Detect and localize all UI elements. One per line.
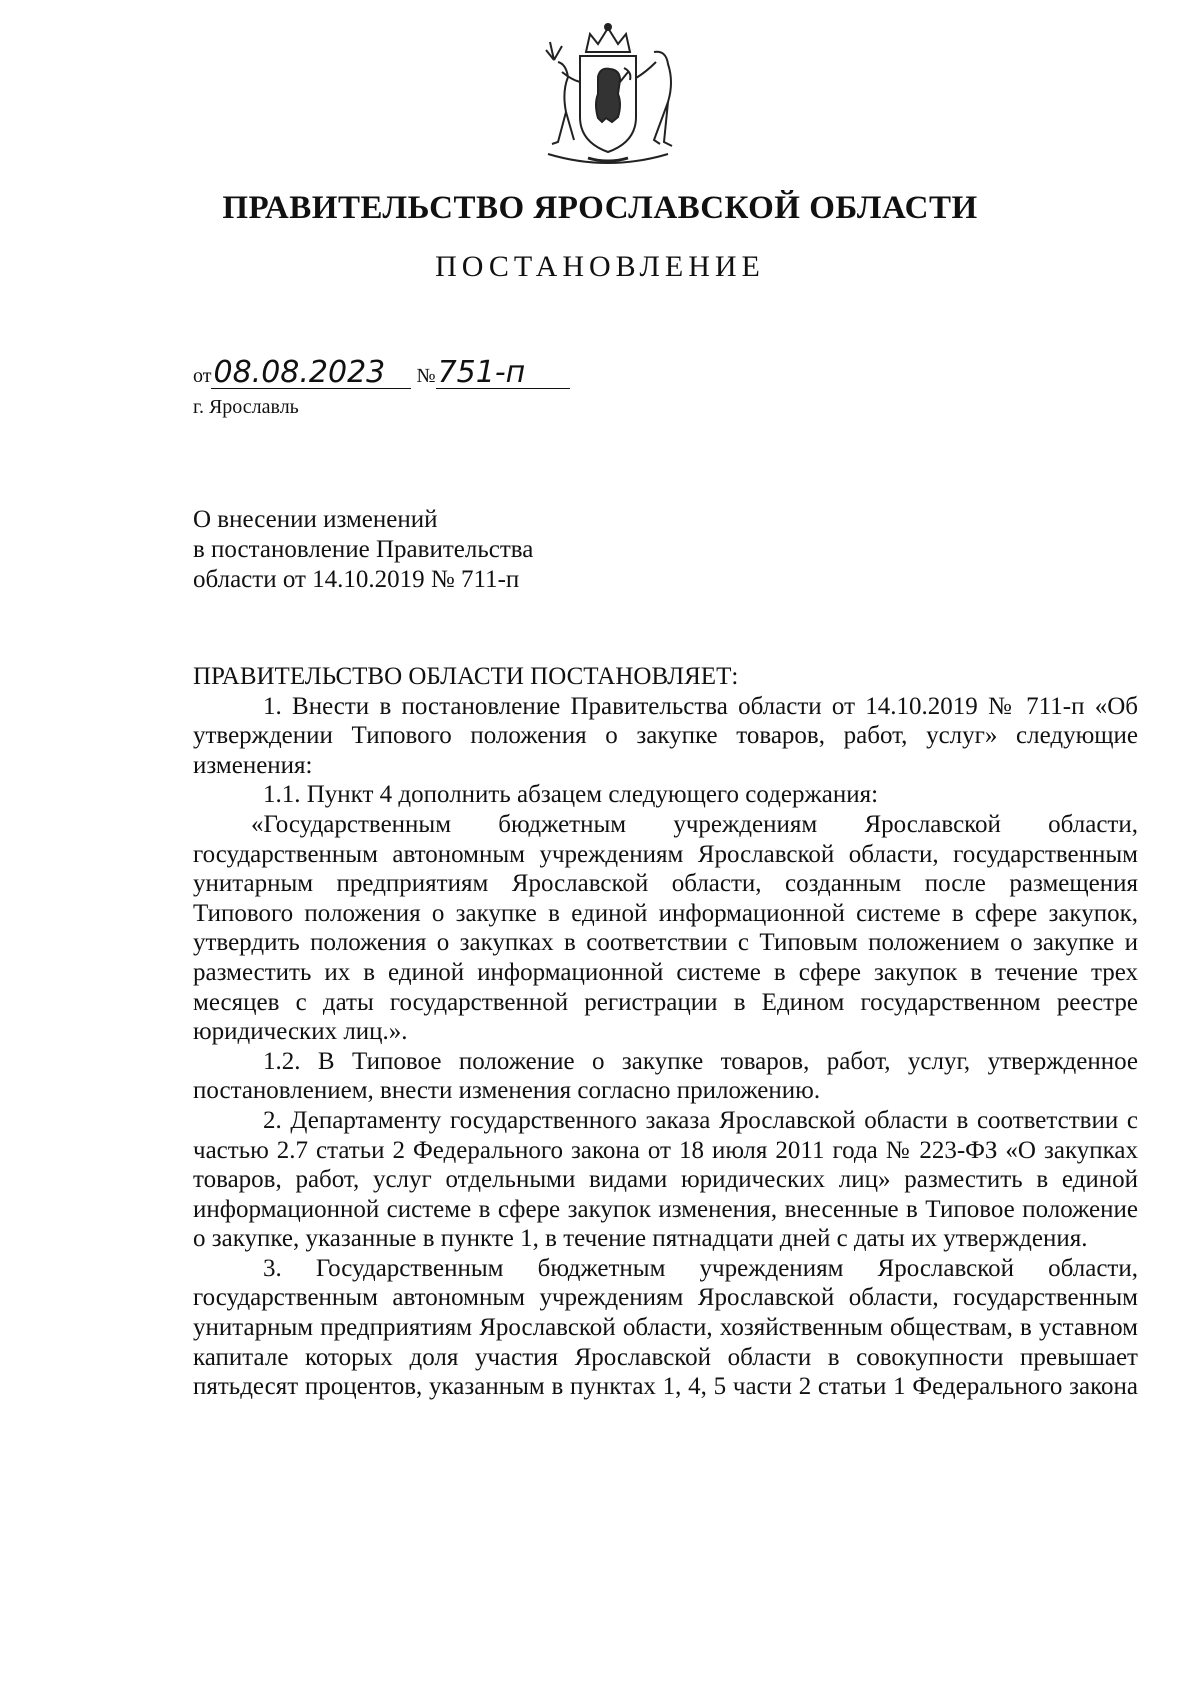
paragraph-1-1-quote: «Государственным бюджетным учреждениям Ярославской области, государственным автономным учреждениям Ярославской области, государственным унитарным предприятиям Ярославской области, созданным после размещения Типового положения о закупке в единой информационной системе в сфере закупок, утвердить положения о закупках в соответствии с Типовым положением о закупке и разместить их в единой информационной системе в сфере закупок в течение трех месяцев с даты государственной регистрации в Едином государственном реестре юридических лиц.». [193,810,1138,1046]
document-number: 751-п [436,358,570,389]
date-prefix: от [193,365,212,387]
subject-line: в постановление Правительства [193,536,534,563]
paragraph-1-2: 1.2. В Типовое положение о закупке товаров, работ, услуг, утвержденное постановлением, внести изменения согласно приложению. [193,1047,1138,1105]
preamble: ПРАВИТЕЛЬСТВО ОБЛАСТИ ПОСТАНОВЛЯЕТ: [193,663,739,690]
paragraph-1: 1. Внести в постановление Правительства области от 14.10.2019 № 711-п «Об утверждении Типового положения о закупке товаров, работ, услуг» следующие изменения: [193,692,1138,779]
subject-line: О внесении изменений [193,506,438,533]
paragraph-2: 2. Департаменту государственного заказа Ярославской области в соответствии с частью 2.7 статьи 2 Федерального закона от 18 июля 2011 года № 223-ФЗ «О закупках товаров, работ, услуг отдельными видами юридических лиц» разместить в единой информационной системе в сфере закупок изменения, внесенные в Типовое положение о закупке, указанные в пункте 1, в течение пятнадцати дней с даты их утверждения. [193,1106,1138,1253]
document-subject [193,505,533,595]
number-prefix: № [416,365,436,387]
government-title: ПРАВИТЕЛЬСТВО ЯРОСЛАВСКОЙ ОБЛАСТИ [222,190,978,226]
subject-line: области от 14.10.2019 № 711-п [193,566,520,593]
document-body [193,662,1138,1402]
document-type: ПОСТАНОВЛЕНИЕ [435,250,765,283]
city: г. Ярославль [193,396,299,418]
paragraph-1-1: 1.1. Пункт 4 дополнить абзацем следующего содержания: [263,781,879,809]
document-date: 08.08.2023 [211,358,411,389]
date-number-line [193,355,570,390]
coat-of-arms-icon [528,22,688,172]
paragraph-3: 3. Государственным бюджетным учреждениям Ярославской области, государственным автономным учреждениям Ярославской области, государственным унитарным предприятиям Ярославской области, хозяйственным обществам, в уставном капитале которых доля участия Ярославской области в совокупности превышает пятьдесят процентов, указанным в пунктах 1, 4, 5 части 2 статьи 1 Федерального закона [193,1254,1138,1401]
